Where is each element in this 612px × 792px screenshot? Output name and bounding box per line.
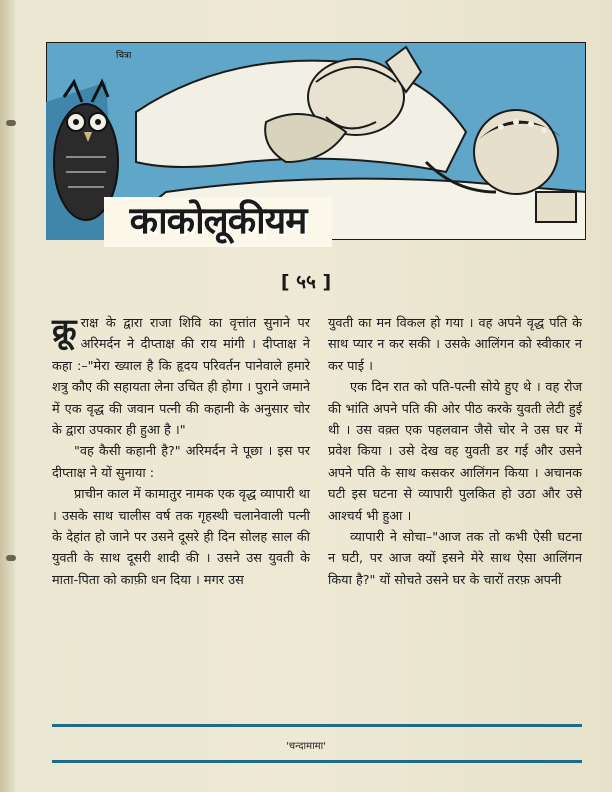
staple-top (6, 120, 16, 126)
right-paragraph-1: युवती का मन विकल हो गया । वह अपने वृद्ध पति के साथ प्यार न कर सकी । उसके आलिंगन को स्वीकार न कर पाई । (328, 316, 582, 374)
footer-rule-bottom (52, 760, 582, 763)
right-paragraph-3: व्यापारी ने सोचा–"आज तक तो कभी ऐसी घटना न घटी, पर आज क्यों इसने मेरे साथ ऐसा आलिंगन किया है?" यों सोचते उसने घर के चारों तरफ़ अपनी (328, 530, 582, 588)
left-paragraph-1-text: राक्ष के द्वारा राजा शिवि का वृत्तांत सुनाने पर अरिमर्दन ने दीप्ताक्ष की राय मांगी । दीप्ताक्ष ने कहा :–"मेरा ख्याल है कि हृदय परिवर्तन पानेवाले हमारे शत्रु कौए की सहायता लेना उचित ही होगा । पुराने जमाने में एक वृद्ध की जवान पत्नी की कहानी के अनुसार चोर के द्वारा उपकार ही हुआ है ।" (52, 316, 310, 439)
right-column (328, 313, 582, 591)
binding-edge (0, 0, 14, 792)
left-paragraph-1 (52, 313, 310, 441)
story-title: काकोलूकीयम (129, 199, 307, 242)
left-column (52, 313, 310, 591)
left-paragraph-3: प्राचीन काल में कामातुर नामक एक वृद्ध व्यापारी था । उसके साथ चालीस वर्ष तक गृहस्थी चलानेवाली पत्नी के देहांत हो जाने पर उसने दूसरे ही दिन सोलह साल की युवती के साथ दूसरी शादी की । उसने उस युवती के माता-पिता को काफ़ी धन दिया । मगर उस (52, 487, 310, 588)
left-paragraph-2: "वह कैसी कहानी है?" अरिमर्दन ने पूछा । इस पर दीप्ताक्ष ने यों सुनाया : (52, 444, 310, 481)
staple-bottom (6, 555, 16, 561)
title-plate (104, 197, 332, 247)
chapter-number: [ ५५ ] (280, 271, 332, 293)
magazine-name: 'चन्दामामा' (286, 741, 326, 752)
right-paragraph-2: एक दिन रात को पति-पत्नी सोये हुए थे । वह रोज की भांति अपने पति की ओर पीठ करके युवती लेटी हुई थी । उस वक़्त एक पहलवान जैसे चोर ने उस घर में प्रवेश किया । उसे देख वह युवती डर गई और उसने अपने पति के साथ कसकर आलिंगन किया । अचानक घटी इस घटना से व्यापारी पुलकित हो उठा और उसे आश्चर्य भी हुआ । (328, 380, 582, 524)
artist-signature: चित्रा (116, 51, 132, 61)
footer-rule-top (52, 724, 582, 727)
dropcap: क्रू (52, 311, 77, 349)
